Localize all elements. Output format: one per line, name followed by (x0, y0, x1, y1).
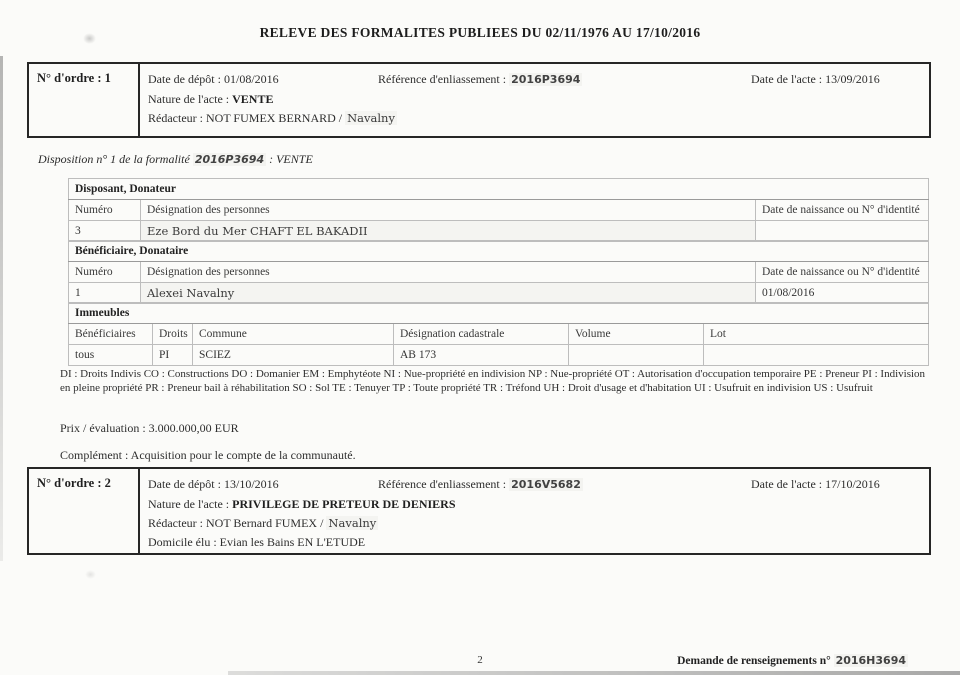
col-header: Date de naissance ou N° d'identité (756, 262, 929, 283)
col-header: Numéro (69, 262, 141, 283)
page-number: 2 (477, 654, 483, 666)
order-number-cell (29, 469, 140, 553)
complement-line: Complément : Acquisition pour le compte de la communauté. (60, 448, 356, 462)
deed-date: Date de l'acte : 17/10/2016 (751, 477, 880, 491)
table-row (69, 345, 929, 366)
col-header: Commune (193, 324, 394, 345)
order-details (140, 469, 929, 553)
property-lot (704, 345, 929, 366)
order-label: N° d'ordre : (37, 476, 102, 490)
deposit-date: Date de dépôt : 01/08/2016 (148, 72, 279, 86)
filing-reference: Référence d'enliassement : 2016V5682 (378, 477, 581, 491)
section-title: Bénéficiaire, Donataire (69, 241, 929, 262)
scan-edge-artifact (228, 671, 960, 675)
deposit-date: Date de dépôt : 13/10/2016 (148, 477, 279, 491)
request-reference-value: 2016H3694 (835, 654, 906, 667)
person-number: 1 (69, 283, 141, 304)
order-value: 1 (104, 71, 111, 85)
order-number-cell (29, 64, 140, 136)
elected-domicile: Domicile élu : Evian les Bains EN L'ETUDE (148, 535, 366, 549)
disposition-reference: 2016P3694 (194, 153, 265, 166)
scan-edge-artifact (0, 56, 3, 561)
order-label: N° d'ordre : (37, 71, 102, 85)
order-meta-row (148, 71, 929, 88)
person-designation: Alexei Navalny (141, 283, 756, 304)
disposition-heading: Disposition n° 1 de la formalité 2016P3694 : VENTE (38, 152, 313, 166)
deed-nature: Nature de l'acte : PRIVILEGE DE PRETEUR DE DENIERS (148, 497, 456, 511)
filing-reference: Référence d'enliassement : 2016P3694 (378, 72, 581, 86)
property-volume (569, 345, 704, 366)
col-header: Lot (704, 324, 929, 345)
writer-name: Navalny (347, 111, 395, 125)
writer-name: Navalny (328, 516, 377, 530)
col-header: Droits (153, 324, 193, 345)
order-details (140, 64, 929, 136)
price-line: Prix / évaluation : 3.000.000,00 EUR (60, 421, 239, 435)
person-birthdate: 01/08/2016 (756, 283, 929, 304)
filing-reference-value: 2016P3694 (511, 73, 581, 86)
document-title: RELEVE DES FORMALITES PUBLIEES DU 02/11/1976 AU 17/10/2016 (259, 25, 701, 40)
property-rights: PI (153, 345, 193, 366)
person-birthdate (756, 221, 929, 242)
table-row (69, 221, 929, 242)
table-row (69, 283, 929, 304)
deed-date: Date de l'acte : 13/09/2016 (751, 72, 880, 86)
section-title: Immeubles (69, 303, 929, 324)
deed-writer: Rédacteur : NOT Bernard FUMEX / Navalny (148, 516, 377, 530)
order-record-2 (27, 467, 931, 555)
filing-reference-value: 2016V5682 (511, 478, 581, 491)
request-reference: Demande de renseignements n° 2016H3694 (677, 654, 906, 667)
order-record-1 (27, 62, 931, 138)
disposant-table (68, 178, 929, 242)
col-header: Désignation des personnes (141, 200, 756, 221)
order-meta-row (148, 476, 929, 493)
col-header: Numéro (69, 200, 141, 221)
order-value: 2 (104, 476, 111, 490)
section-title: Disposant, Donateur (69, 179, 929, 200)
person-number: 3 (69, 221, 141, 242)
col-header: Désignation cadastrale (394, 324, 569, 345)
deed-writer: Rédacteur : NOT FUMEX BERNARD / Navalny (148, 111, 395, 125)
immeubles-table (68, 302, 929, 366)
property-commune: SCIEZ (193, 345, 394, 366)
property-beneficiaries: tous (69, 345, 153, 366)
property-cadastral: AB 173 (394, 345, 569, 366)
col-header: Volume (569, 324, 704, 345)
person-designation: Eze Bord du Mer CHAFT EL BAKADII (141, 221, 756, 242)
rights-codes-legend: DI : Droits Indivis CO : Constructions DO : Domanier EM : Emphytéote NI : Nue-propriété en indivision NP : Nue-propriété OT : Autorisation d'occupation temporaire PE : Preneur PI : Indivision en pleine propriété PR : Preneur bail à réhabilitation SO : Sol TE : Tenuyer TP : Toute propriété TR : Tréfond UH : Droit d'usage et d'habitation UI : Usufruit en indivision US : Usufruit (60, 368, 926, 394)
scan-smudge (85, 570, 96, 579)
beneficiaire-table (68, 240, 929, 304)
deed-nature: Nature de l'acte : VENTE (148, 92, 274, 106)
col-header: Bénéficiaires (69, 324, 153, 345)
col-header: Désignation des personnes (141, 262, 756, 283)
col-header: Date de naissance ou N° d'identité (756, 200, 929, 221)
